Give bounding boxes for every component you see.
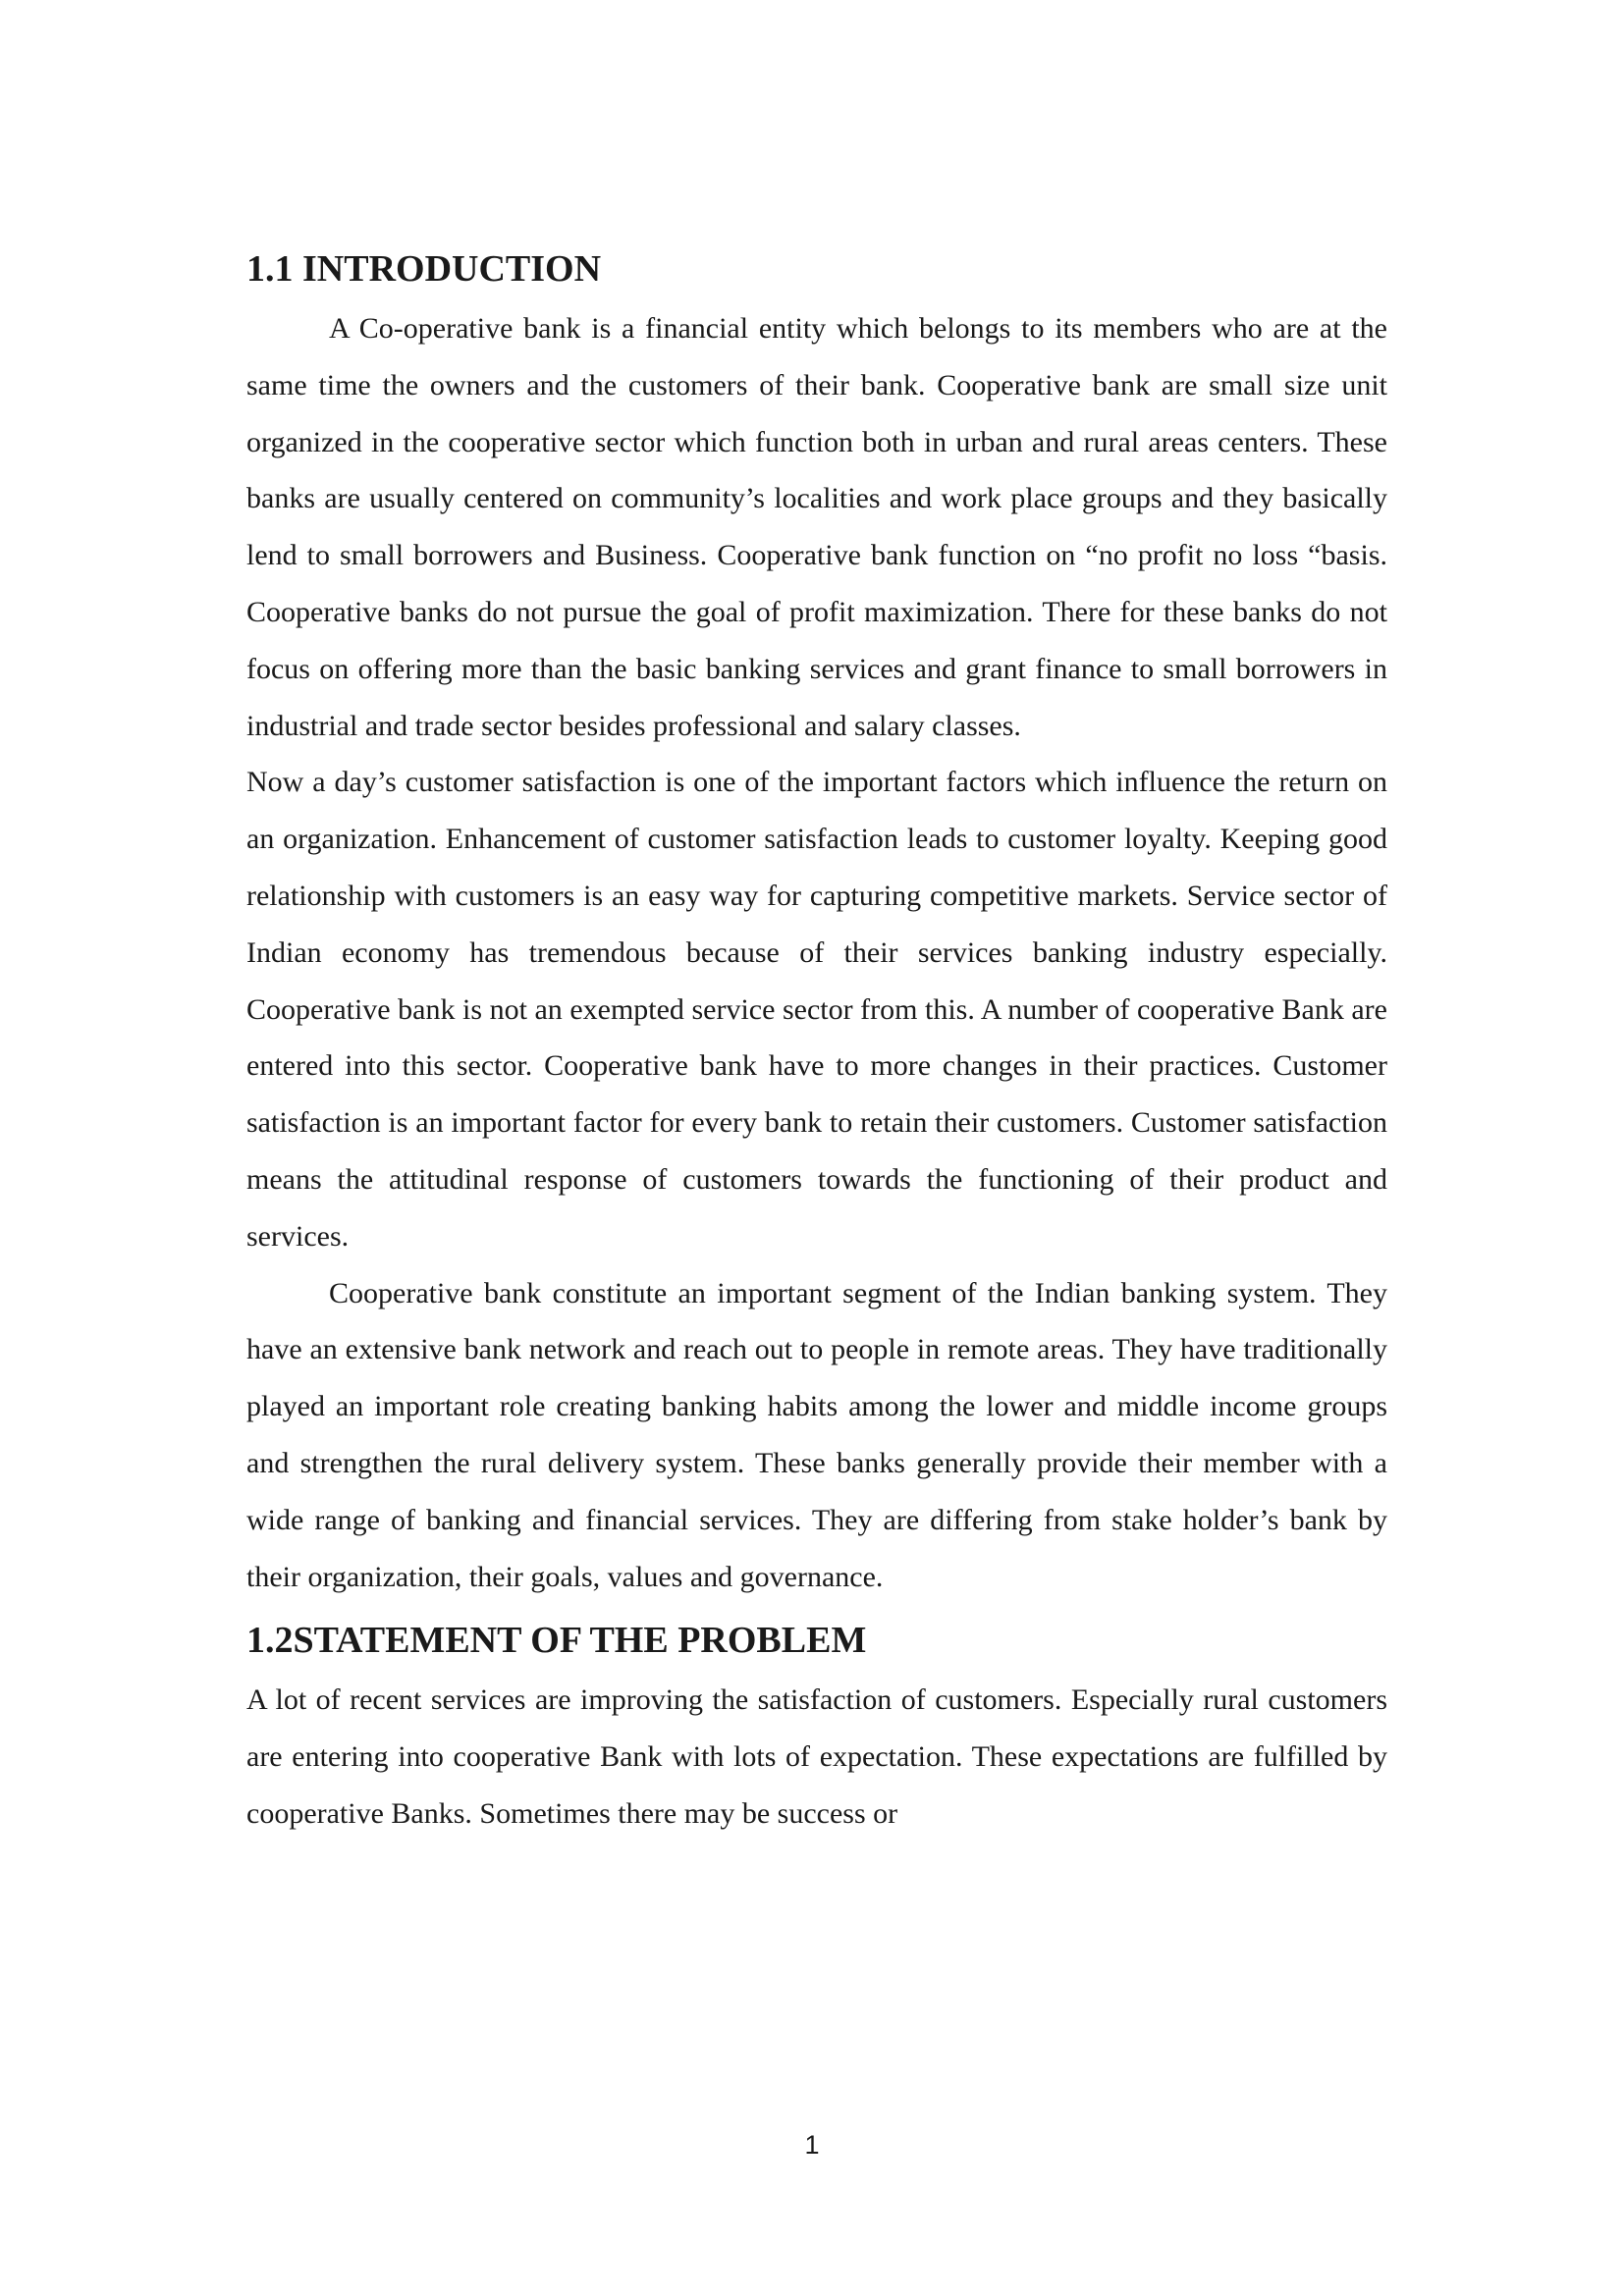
intro-paragraph-1: A Co-operative bank is a financial entity which belongs to its members who are at the same time the owners and the customers of their bank. Cooperative bank are small size unit organized in the cooperative sector which function both in urban and rural areas centers. These banks are usually centered on community’s localities and work place groups and they basically lend to small borrowers and Business. Cooperative bank function on “no profit no loss “basis. Cooperative banks do not pursue the goal of profit maximization. There for these banks do not focus on offering more than the basic banking services and grant finance to small borrowers in industrial and trade sector besides professional and salary classes. xyxy=(246,312,1387,742)
intro-paragraph-3: Cooperative bank constitute an important segment of the Indian banking system. They have an extensive bank network and reach out to people in remote areas. They have traditionally played an important role creating banking habits among the lower and middle income groups and strengthen the rural delivery system. These banks generally provide their member with a wide range of banking and financial services. They are differing from stake holder’s bank by their organization, their goals, values and governance. xyxy=(246,1276,1387,1593)
section-heading-statement-of-problem: 1.2STATEMENT OF THE PROBLEM xyxy=(246,1620,867,1662)
page-number: 1 xyxy=(804,2130,820,2160)
intro-paragraph-2: Now a day’s customer satisfaction is one of the important factors which influence the return on an organization. Enhancement of customer satisfaction leads to customer loyalty. Keeping good relationship with customers is an easy way for capturing competitive markets. Service sector of Indian economy has tremendous because of their services banking industry especially. Cooperative bank is not an exempted service sector from this. A number of cooperative Bank are entered into this sector. Cooperative bank have to more changes in their practices. Customer satisfaction is an important factor for every bank to retain their customers. Customer satisfaction means the attitudinal response of customers towards the functioning of their product and services. xyxy=(246,766,1387,1253)
section-heading-introduction: 1.1 INTRODUCTION xyxy=(246,248,602,290)
problem-paragraph-1: A lot of recent services are improving the satisfaction of customers. Especially rural customers are entering into cooperative Bank with lots of expectation. These expectations are fulfilled by cooperative Banks. Sometimes there may be success or xyxy=(246,1683,1387,1830)
page-content xyxy=(246,243,1387,1842)
